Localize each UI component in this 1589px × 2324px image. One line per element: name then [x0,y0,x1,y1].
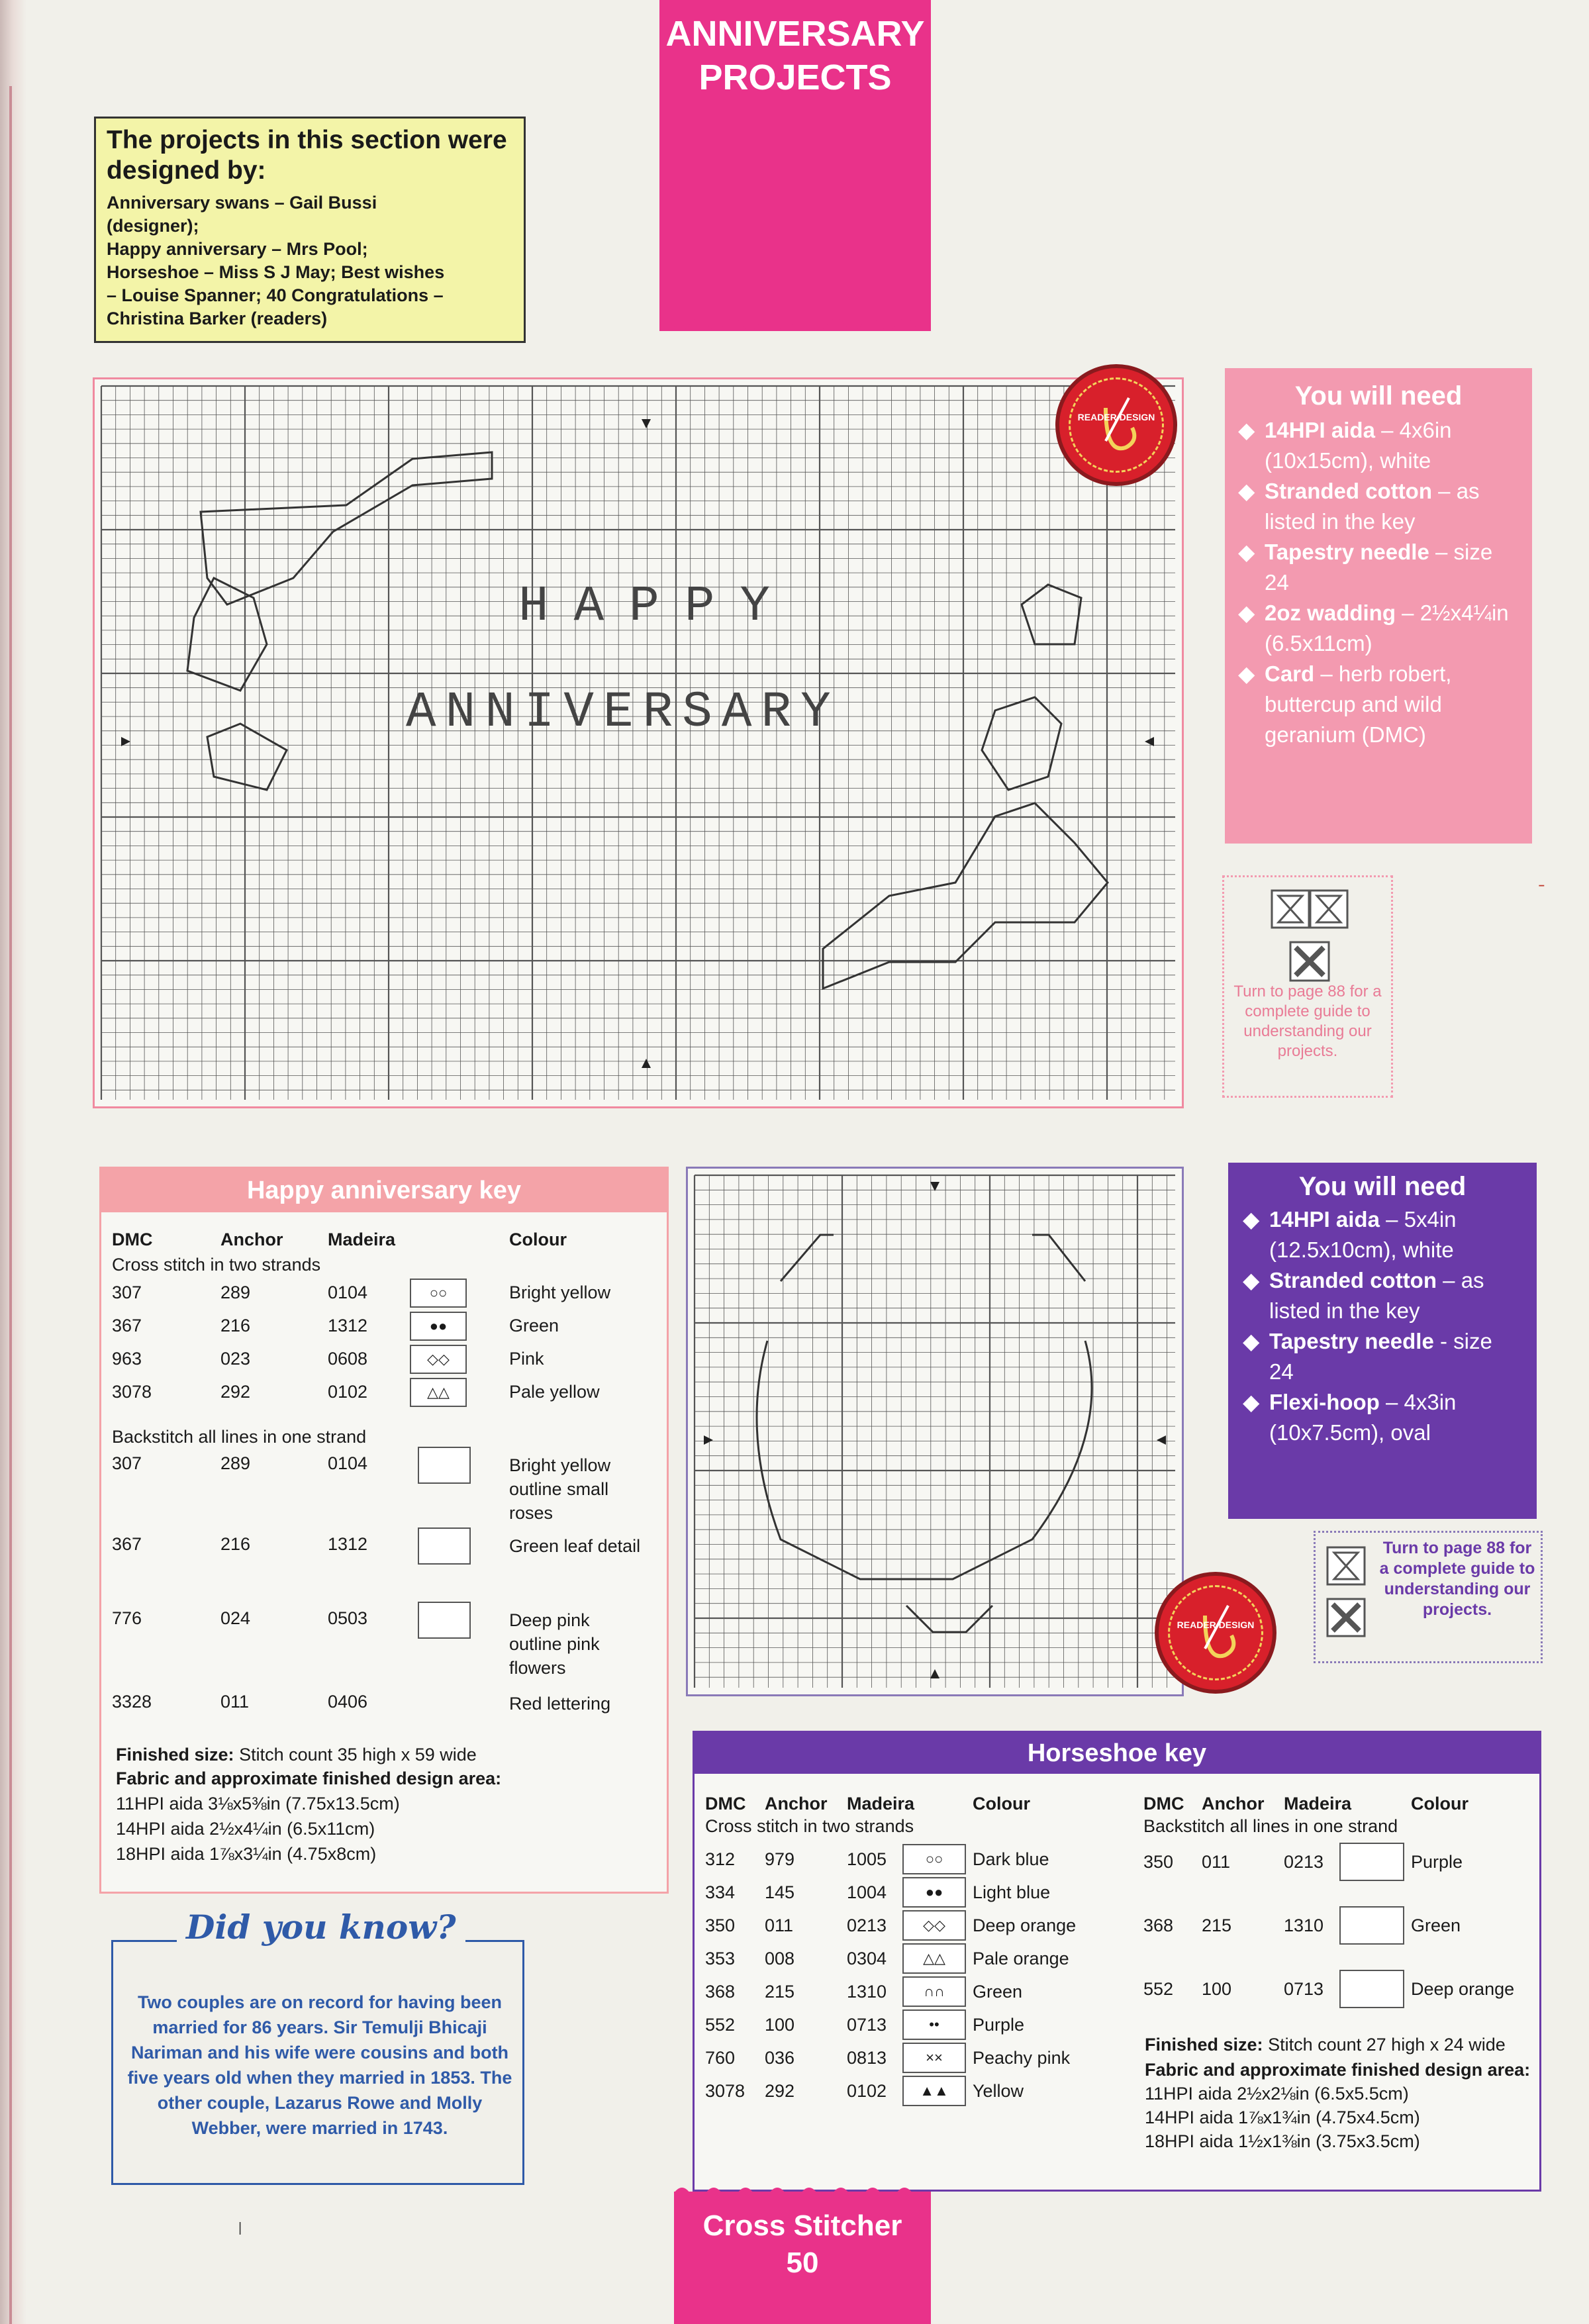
key-header-colour: Colour [973,1794,1030,1814]
arrow-down-icon [642,419,651,428]
key-dmc: 3328 [112,1692,152,1712]
footer-scallop-edge [674,2182,931,2202]
spine-line [9,86,12,2324]
key-anchor: 215 [765,1982,795,2002]
key-dmc: 963 [112,1349,142,1369]
material-item: ◆ 2oz wadding – 2½x4¼in (6.5x11cm) [1238,598,1519,659]
key-dmc: 3078 [705,2081,746,2101]
key-dmc: 312 [705,1849,736,1869]
key-symbol-swatch: ●● [902,1877,966,1908]
key-madeira: 0213 [847,1915,887,1935]
key-backstitch-swatch [418,1527,471,1565]
key-backstitch-swatch [1339,1970,1404,2008]
fabric-row: 11HPI aida 2½x2⅛in (6.5x5.5cm) [1145,2084,1409,2104]
key-header-colour: Colour [509,1230,567,1249]
key-dmc: 353 [705,1949,736,1968]
fabric-row: 18HPI aida 1½x1⅜in (3.75x3.5cm) [1145,2131,1420,2151]
footer [674,2207,931,2282]
key-colour: Purple [973,2015,1025,2035]
finished-size: Finished size: Stitch count 27 high x 24 wide [1145,2035,1506,2055]
key-anchor: 023 [220,1349,251,1369]
key-backstitch-swatch [1339,1843,1404,1881]
key-madeira: 0102 [328,1382,368,1402]
section-title [659,12,931,99]
material-item: ◆ Stranded cotton – as listed in the key [1243,1265,1522,1326]
key-symbol-swatch: ◇◇ [410,1345,467,1374]
did-you-know-text: Two couples are on record for having been married for 86 years. Sir Temulji Bhicaji Nariman and his wife were cousins and both five years old when they married in 1853. The other couple, Lazarus Rowe and Molly Webber, were married in 1743. [127,1992,512,2138]
key-header-madeira: Madeira [1284,1794,1352,1814]
you-will-need-box-anniversary [1225,368,1532,844]
page-spine [0,0,26,2324]
arrow-left-icon [1145,737,1154,746]
key-colour: Green leaf detail [509,1536,641,1556]
key-colour: Bright yellow outline small roses [509,1455,611,1523]
key-anchor: 292 [220,1382,251,1402]
guide-text: Turn to page 88 for a complete guide to understanding our projects. [1233,983,1382,1060]
key-colour: Bright yellow [509,1283,611,1302]
material-item: ◆ Tapestry needle – size 24 [1238,537,1519,598]
fabric-label: Fabric and approximate finished design area: [116,1768,502,1788]
key-dmc: 307 [112,1453,142,1473]
key-anchor: 100 [765,2015,795,2035]
chart-word-anniversary: ANNIVERSARY [406,684,840,741]
key-symbol-swatch: ◇◇ [902,1910,966,1941]
reader-design-badge [1159,1576,1273,1690]
key-anchor: 024 [220,1608,251,1628]
designers-line: Horseshoe – Miss S J May; Best wishes [107,262,445,282]
key-colour: Green [1411,1915,1461,1935]
needle-icon [1159,1576,1273,1690]
key-backstitch-swatch [418,1602,471,1639]
happy-anniversary-chart [93,377,1184,1108]
key-anchor: 289 [220,1283,251,1302]
arrow-right-icon [704,1435,713,1445]
key-anchor: 145 [765,1882,795,1902]
key-colour: Purple [1411,1852,1463,1872]
key-symbol-swatch: △△ [410,1378,467,1407]
key-anchor: 215 [1202,1915,1232,1935]
designers-line: Christina Barker (readers) [107,309,328,328]
bottom-right-rose-motif [823,585,1108,989]
badge-label: READER DESIGN [1177,1620,1255,1630]
backstitch-label: Backstitch all lines in one strand [1143,1816,1398,1836]
you-will-need-box-horseshoe [1228,1163,1537,1519]
did-you-know-box [111,1908,524,2185]
key-dmc: 552 [1143,1979,1174,1999]
key-dmc: 350 [705,1915,736,1935]
key-colour: Red lettering [509,1694,611,1714]
backstitch-label: Backstitch all lines in one strand [112,1427,367,1447]
key-header-anchor: Anchor [220,1230,283,1249]
fabric-label: Fabric and approximate finished design area: [1145,2060,1531,2080]
key-colour: Dark blue [973,1849,1049,1869]
key-dmc: 776 [112,1608,142,1628]
key-anchor: 011 [765,1915,794,1935]
key-title: Happy anniversary key [101,1169,667,1212]
designers-line: – Louise Spanner; 40 Congratulations – [107,285,444,305]
key-colour: Light blue [973,1882,1051,1902]
key-madeira: 1005 [847,1849,887,1869]
horseshoe-key [693,1731,1541,2192]
key-symbol-swatch: •• [902,2009,966,2040]
arrow-left-icon [1157,1435,1166,1445]
key-anchor: 979 [765,1849,795,1869]
arrow-up-icon [930,1669,939,1678]
key-colour: Deep orange [1411,1979,1515,1999]
arrow-up-icon [642,1059,651,1068]
key-header-anchor: Anchor [765,1794,828,1814]
key-colour: Pink [509,1349,544,1369]
fabric-row: 11HPI aida 3⅛x5⅜in (7.75x13.5cm) [116,1794,400,1814]
material-item: ◆ 14HPI aida – 5x4in (12.5x10cm), white [1243,1204,1522,1265]
key-dmc: 760 [705,2048,736,2068]
did-you-know-title: Did you know? [177,1908,465,1947]
designers-line: Happy anniversary – Mrs Pool; [107,239,368,259]
key-madeira: 1312 [328,1534,368,1554]
material-item: ◆ 14HPI aida – 4x6in (10x15cm), white [1238,415,1519,476]
stitch-symbol-icons [1325,1546,1371,1645]
you-will-need-title: You will need [1298,1172,1467,1201]
material-item: ◆ Flexi-hoop – 4x3in (10x7.5cm), oval [1243,1387,1522,1448]
key-header-madeira: Madeira [328,1230,396,1249]
designers-credit-box [94,117,526,343]
key-dmc: 307 [112,1283,142,1302]
key-dmc: 367 [112,1534,142,1554]
arrow-right-icon [121,737,130,746]
key-symbol-swatch: ○○ [410,1279,467,1308]
designers-line: (designer); [107,216,199,236]
section-title-line1: ANNIVERSARY [665,14,925,54]
key-colour: Deep orange [973,1915,1077,1935]
key-anchor: 036 [765,2048,795,2068]
key-colour: Deep pink outline pink flowers [509,1610,600,1678]
key-madeira: 1310 [847,1982,887,2002]
needle-icon [1059,368,1173,482]
horseshoe-motif [688,1169,1182,1694]
fabric-row: 18HPI aida 1⅞x3¼in (4.75x8cm) [116,1844,377,1864]
key-madeira: 0713 [1284,1979,1324,1999]
materials-list [1243,1204,1522,1448]
key-symbol-swatch: ×× [902,2043,966,2073]
key-anchor: 011 [1202,1852,1231,1872]
badge-label: READER DESIGN [1077,412,1155,422]
finished-size: Finished size: Stitch count 35 high x 59 wide [116,1745,477,1765]
magazine-name: Cross Stitcher [702,2209,902,2242]
key-madeira: 0213 [1284,1852,1324,1872]
page-speck: ˗ [1539,873,1545,893]
key-header-dmc: DMC [1143,1794,1184,1814]
key-madeira: 1310 [1284,1915,1324,1935]
key-colour: Green [973,1982,1023,2002]
horseshoe-chart [686,1167,1184,1696]
key-title: Horseshoe key [695,1733,1539,1774]
key-dmc: 3078 [112,1382,152,1402]
key-anchor: 011 [220,1692,250,1712]
key-colour: Yellow [973,2081,1024,2101]
key-anchor: 216 [220,1534,251,1554]
key-madeira: 0304 [847,1949,887,1968]
key-header-colour: Colour [1411,1794,1469,1814]
guide-note-horseshoe [1314,1531,1543,1663]
key-header-madeira: Madeira [847,1794,915,1814]
page-number: 50 [786,2247,819,2279]
key-anchor: 289 [220,1453,251,1473]
key-dmc: 368 [705,1982,736,2002]
key-madeira: 1312 [328,1316,368,1335]
key-dmc: 368 [1143,1915,1174,1935]
arrow-down-icon [930,1182,939,1191]
material-item: ◆ Card – herb robert, buttercup and wild geranium (DMC) [1238,659,1519,750]
happy-anniversary-key [99,1167,669,1894]
key-backstitch-swatch [1339,1906,1404,1945]
key-madeira: 0104 [328,1453,368,1473]
section-title-line2: PROJECTS [698,58,892,97]
chart-centre-arrows [704,1182,1166,1678]
designers-heading: The projects in this section were designed by: [107,126,507,185]
key-colour: Pale yellow [509,1382,600,1402]
key-anchor: 216 [220,1316,251,1335]
fabric-row: 14HPI aida 1⅞x1¾in (4.75x4.5cm) [1145,2107,1420,2127]
key-anchor: 008 [765,1949,795,1968]
you-will-need-title: You will need [1294,381,1463,411]
stitch-symbol-icons [1271,889,1350,989]
cross-stitch-label: Cross stitch in two strands [705,1816,914,1836]
key-madeira: 0608 [328,1349,368,1369]
key-madeira: 0104 [328,1283,368,1302]
key-madeira: 0713 [847,2015,887,2035]
key-symbol-swatch: ●● [410,1312,467,1341]
key-colour: Peachy pink [973,2048,1071,2068]
guide-note-anniversary [1222,875,1393,1098]
reader-design-badge [1059,368,1173,482]
designers-line: Anniversary swans – Gail Bussi [107,193,377,213]
key-anchor: 292 [765,2081,795,2101]
key-header-anchor: Anchor [1202,1794,1265,1814]
key-dmc: 350 [1143,1852,1174,1872]
key-dmc: 552 [705,2015,736,2035]
key-dmc: 334 [705,1882,736,1902]
key-madeira: 0503 [328,1608,368,1628]
fabric-row: 14HPI aida 2½x4¼in (6.5x11cm) [116,1819,375,1839]
key-symbol-swatch: ▲▲ [902,2076,966,2106]
material-item: ◆ Stranded cotton – as listed in the key [1238,476,1519,537]
chart-word-happy: HAPPY [518,578,796,635]
banner-scallop-edge [659,310,931,336]
key-madeira: 1004 [847,1882,887,1902]
page-speck: | [238,2221,242,2235]
top-left-rose-motif [187,452,492,790]
cross-stitch-label: Cross stitch in two strands [112,1255,321,1275]
key-madeira: 0406 [328,1692,368,1712]
key-symbol-swatch: ∩∩ [902,1976,966,2007]
material-item: ◆ Tapestry needle - size 24 [1243,1326,1522,1387]
key-anchor: 100 [1202,1979,1232,1999]
key-backstitch-swatch [418,1447,471,1484]
key-madeira: 0813 [847,2048,887,2068]
key-symbol-swatch: ○○ [902,1844,966,1874]
key-colour: Pale orange [973,1949,1069,1968]
chart-motifs [95,379,1182,1106]
key-dmc: 367 [112,1316,142,1335]
key-header-dmc: DMC [112,1230,153,1249]
key-symbol-swatch: △△ [902,1943,966,1974]
key-header-dmc: DMC [705,1794,746,1814]
materials-list [1238,415,1519,750]
guide-text: Turn to page 88 for a complete guide to understanding our projects. [1379,1539,1535,1619]
key-colour: Green [509,1316,559,1335]
key-madeira: 0102 [847,2081,887,2101]
